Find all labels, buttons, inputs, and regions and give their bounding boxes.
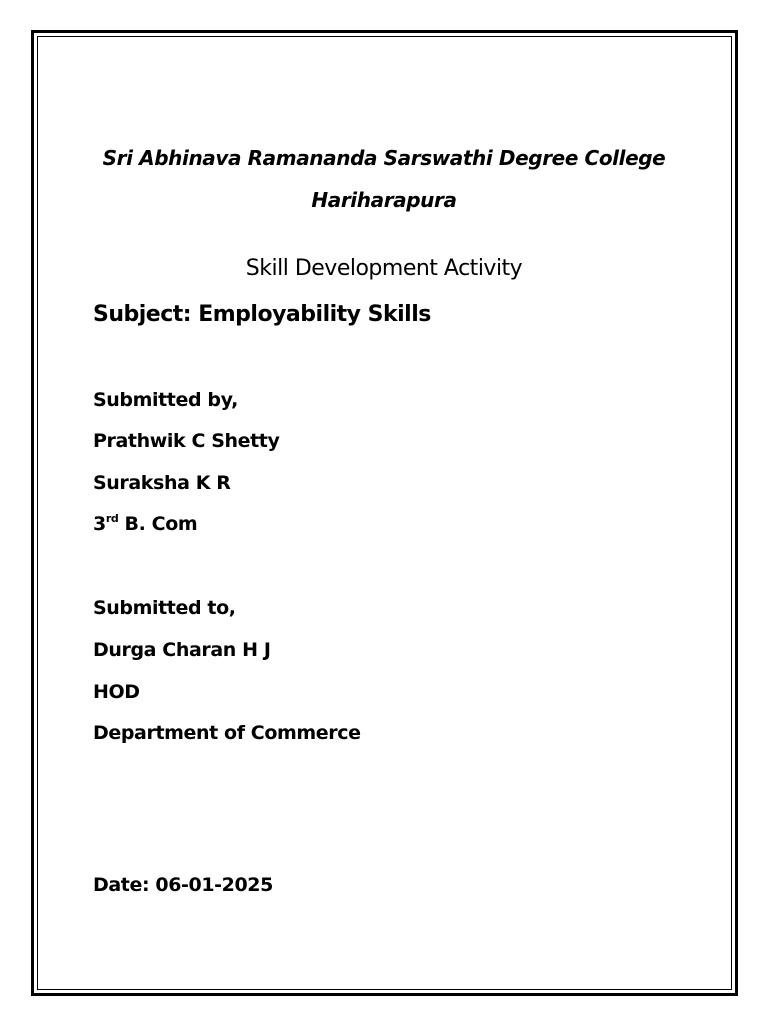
college-place: Hariharapura <box>311 188 457 212</box>
guide-designation: HOD <box>93 681 140 703</box>
guide-name: Durga Charan H J <box>93 639 271 661</box>
student-name-1: Prathwik C Shetty <box>93 430 280 452</box>
class-rest: B. Com <box>118 513 198 535</box>
submitted-by-heading: Submitted by, <box>93 389 238 411</box>
subject-line: Subject: Employability Skills <box>93 302 431 327</box>
submission-date: Date: 06-01-2025 <box>93 874 273 896</box>
class-suffix: rd <box>105 512 119 525</box>
student-name-2: Suraksha K R <box>93 472 231 494</box>
submitted-to-heading: Submitted to, <box>93 597 236 619</box>
student-class <box>93 512 198 535</box>
class-number: 3 <box>93 513 106 535</box>
activity-title: Skill Development Activity <box>245 256 523 281</box>
guide-department: Department of Commerce <box>93 722 361 744</box>
college-name: Sri Abhinava Ramananda Sarswathi Degree College <box>102 146 666 170</box>
